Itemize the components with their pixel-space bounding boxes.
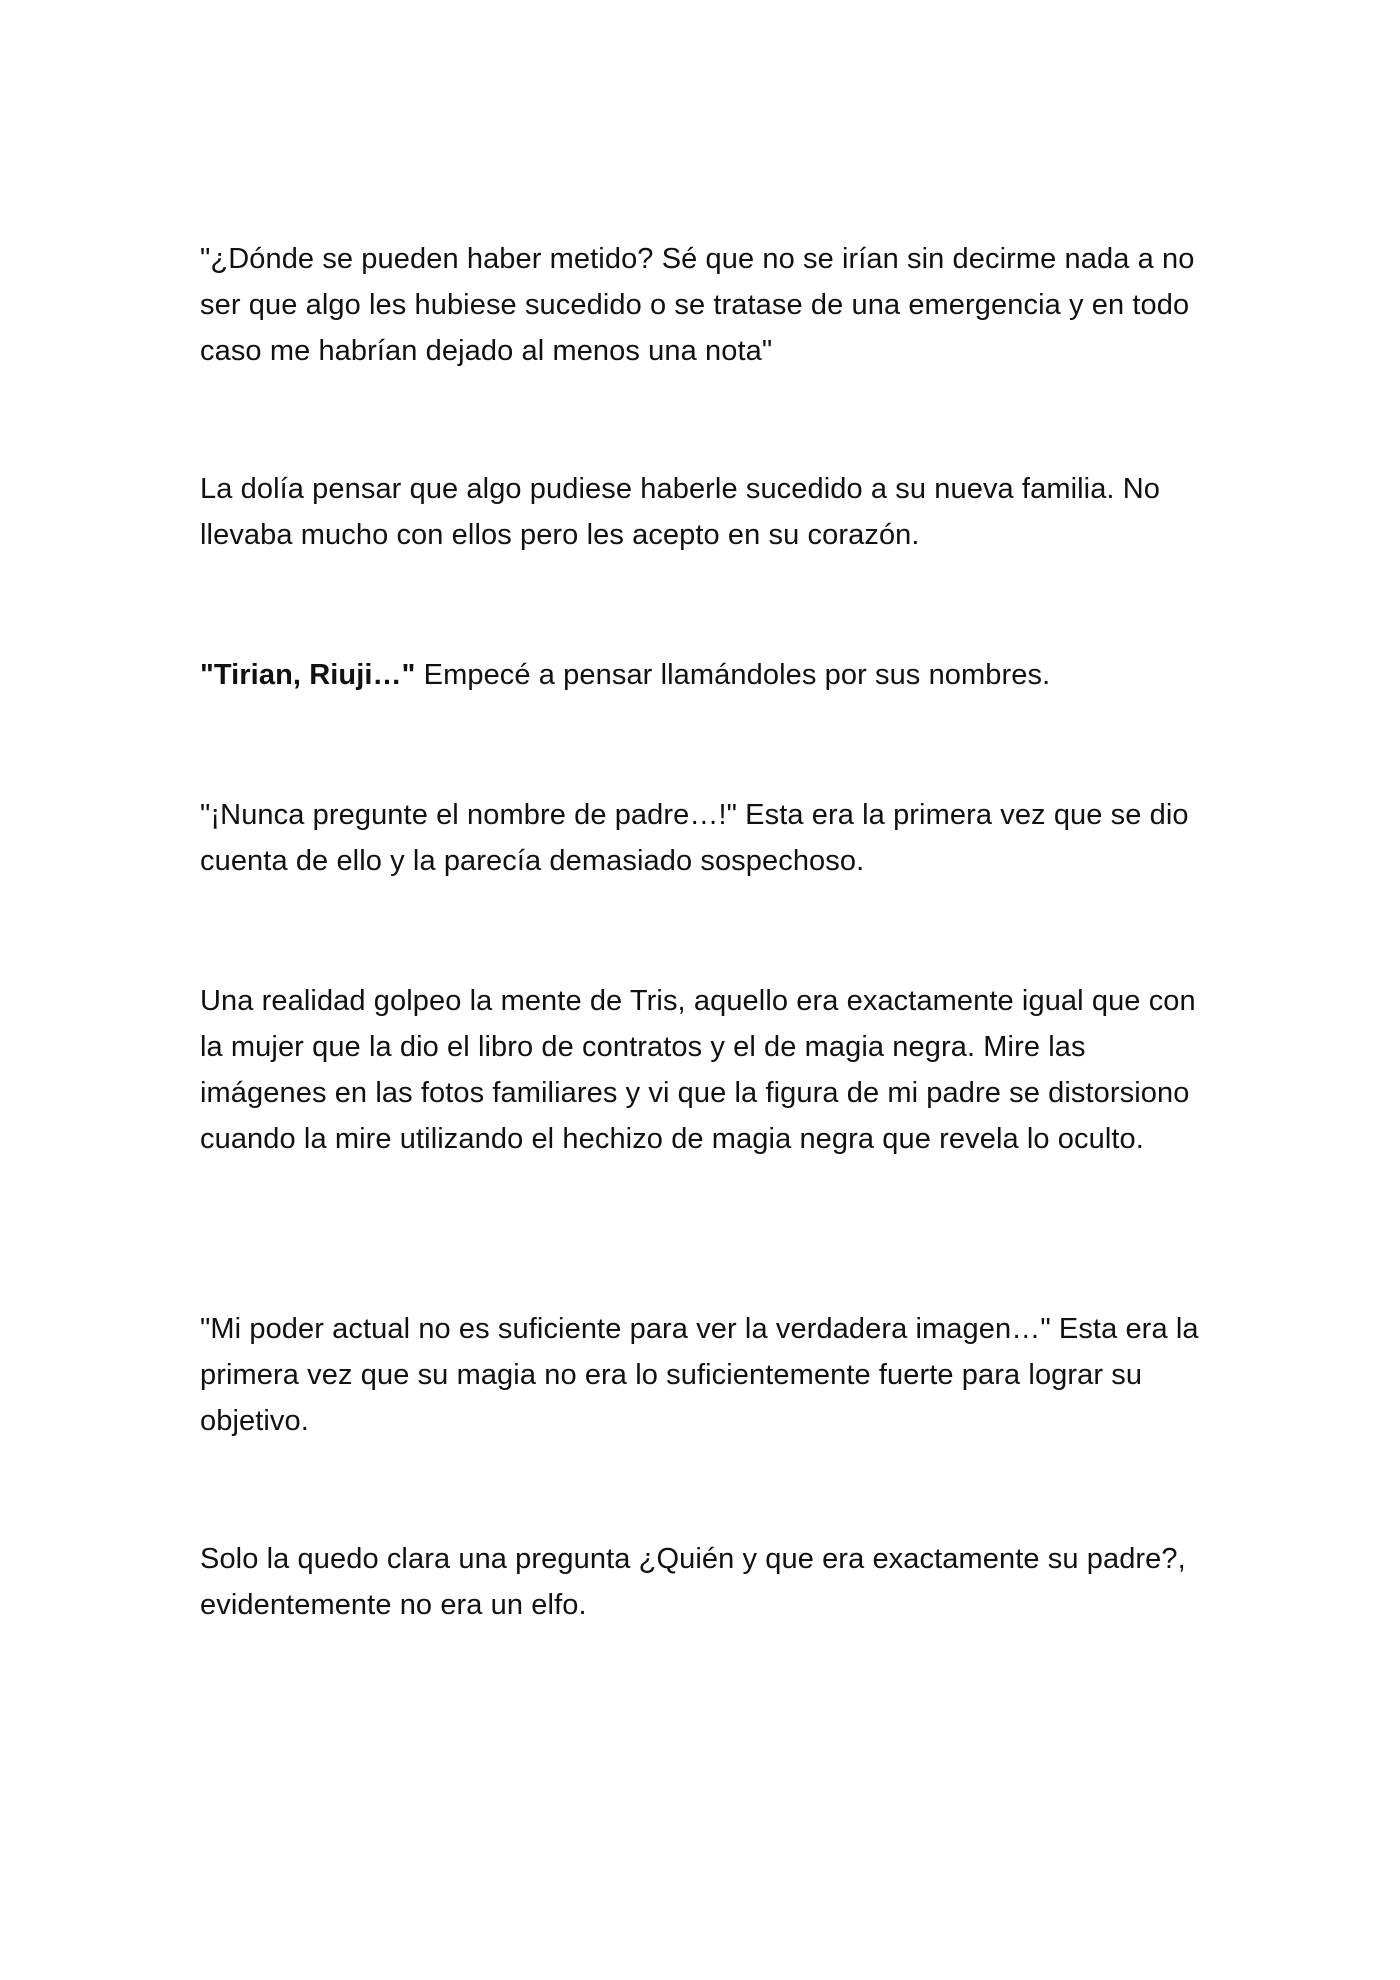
paragraph-3-text: Empecé a pensar llamándoles por sus nombres. [415,659,1051,691]
bold-dialogue: "Tirian, Riuji…" [200,659,416,691]
paragraph-3 [200,652,1210,698]
paragraph-7: Solo la quedo clara una pregunta ¿Quién y que era exactamente su padre?, evidentemente no era un elfo. [200,1543,1186,1621]
paragraph-5: Una realidad golpeo la mente de Tris, aquello era exactamente igual que con la mujer que la dio el libro de contratos y el de magia negra. Mire las imágenes en las fotos familiares y vi que la figura de mi padre se distorsiono cuando la mire utilizando el hechizo de magia negra que revela lo oculto. [200,985,1196,1155]
paragraph-6: "Mi poder actual no es suficiente para ver la verdadera imagen…" Esta era la primera vez que su magia no era lo suficientemente fuerte para lograr su objetivo. [200,1313,1199,1437]
paragraph-2: La dolía pensar que algo pudiese haberle sucedido a su nueva familia. No llevaba mucho con ellos pero les acepto en su corazón. [200,473,1161,551]
paragraph-4: "¡Nunca pregunte el nombre de padre…!" Esta era la primera vez que se dio cuenta de ello y la parecía demasiado sospechoso. [200,799,1189,877]
paragraph-1: "¿Dónde se pueden haber metido? Sé que no se irían sin decirme nada a no ser que algo les hubiese sucedido o se tratase de una emergencia y en todo caso me habrían dejado al menos una nota" [200,243,1195,367]
